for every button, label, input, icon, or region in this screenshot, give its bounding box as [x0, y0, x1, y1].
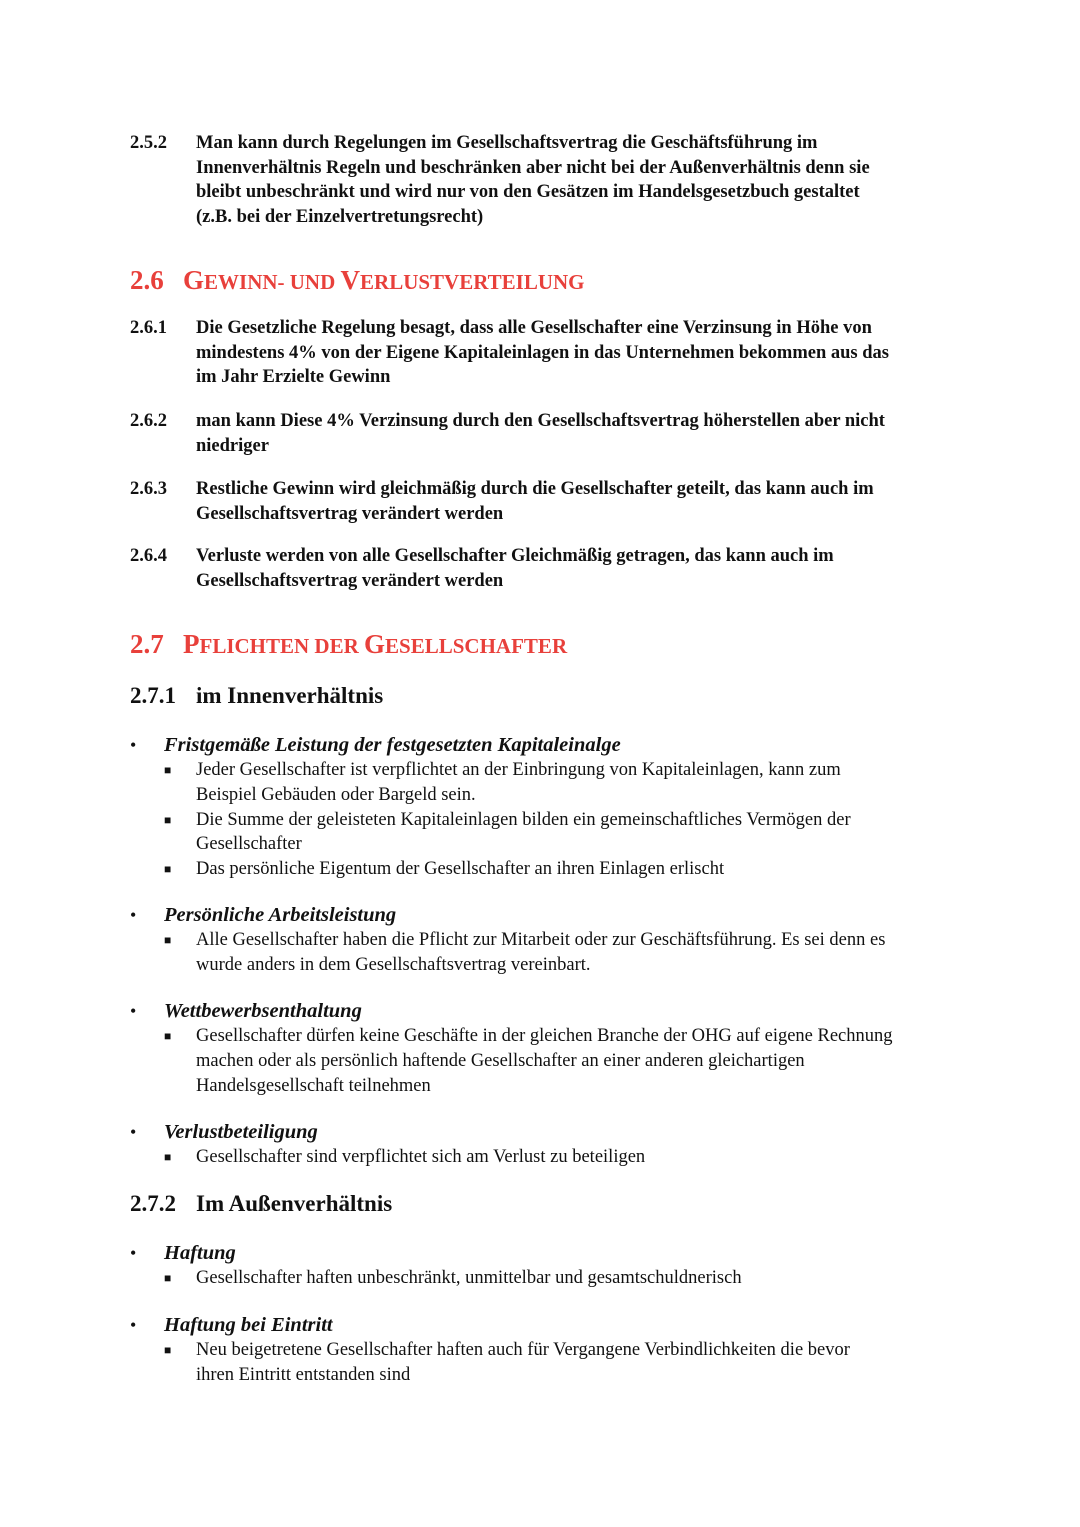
bullet-haftung-bei-eintritt	[130, 1313, 960, 1388]
square-bullet-icon: ■	[164, 933, 172, 947]
square-bullet-icon: ■	[164, 862, 172, 877]
bullet-verlustbeteiligung	[130, 1120, 960, 1170]
bullet-title: Verlustbeteiligung	[164, 1121, 318, 1143]
sub-item	[164, 1024, 960, 1098]
heading-number: 2.7.1	[130, 683, 176, 708]
sub-item	[164, 857, 960, 882]
section-text	[196, 409, 960, 458]
bullet-icon: •	[130, 1315, 137, 1335]
bullet-wettbewerbsenthaltung	[130, 999, 960, 1098]
square-bullet-icon: ■	[164, 1343, 172, 1357]
text-line: Beispiel Gebäuden oder Bargeld sein.	[196, 784, 476, 805]
sub-item	[164, 1266, 960, 1291]
text-line: Gesellschafter	[196, 834, 302, 855]
sub-item	[164, 1338, 960, 1388]
bullet-title: Persönliche Arbeitsleistung	[164, 904, 397, 926]
heading-2-7-1	[130, 681, 383, 711]
bullet-haftung	[130, 1241, 960, 1291]
text-line: Verluste werden von alle Gesellschafter Gleichmäßig getragen, das kann auch im	[196, 546, 834, 566]
section-text	[196, 131, 960, 229]
heading-number: 2.6	[130, 265, 164, 295]
text-line: (z.B. bei der Einzelvertretungsrecht)	[196, 206, 484, 227]
heading-number: 2.7.2	[130, 1191, 176, 1216]
text-line: Das persönliche Eigentum der Gesellschafter an ihren Einlagen erlischt	[196, 859, 725, 880]
sub-item	[164, 758, 960, 808]
text-line: Gesellschaftsvertrag verändert werden	[196, 570, 504, 591]
text-line: Gesellschafter haften unbeschränkt, unmittelbar und gesamtschuldnerisch	[196, 1268, 742, 1288]
heading-2-7	[130, 627, 567, 663]
text-line: wurde anders in dem Gesellschaftsvertrag vereinbart.	[196, 954, 591, 975]
bullet-icon: •	[130, 735, 137, 755]
text-line: bleibt unbeschränkt und wird nur von den Gesätzen im Handelsgesetzbuch gestaltet	[196, 182, 860, 202]
section-text	[196, 316, 960, 390]
section-text	[196, 477, 960, 526]
bullet-kapitaleinlage	[130, 733, 960, 882]
heading-cap: G	[364, 629, 386, 659]
sub-item	[164, 1145, 960, 1170]
text-line: Man kann durch Regelungen im Gesellschaftsvertrag die Geschäftsführung im	[196, 133, 818, 153]
heading-2-6	[130, 263, 585, 299]
text-line: man kann Diese 4% Verzinsung durch den Gesellschaftsvertrag höherstellen aber nicht	[196, 411, 885, 431]
square-bullet-icon: ■	[164, 1029, 172, 1043]
bullet-title: Haftung	[164, 1242, 236, 1264]
heading-smallcaps: ESELLSCHAFTER	[385, 634, 568, 658]
bullet-title: Haftung bei Eintritt	[164, 1314, 333, 1336]
square-bullet-icon: ■	[164, 1150, 172, 1164]
heading-smallcaps: ERLUSTVERTEILUNG	[360, 270, 585, 294]
section-2-6-4	[130, 544, 960, 593]
heading-cap: P	[183, 629, 200, 659]
text-line: Jeder Gesellschafter ist verpflichtet an der Einbringung von Kapitaleinlagen, kann zum	[196, 760, 841, 780]
text-line: ihren Eintritt entstanden sind	[196, 1364, 411, 1385]
heading-2-7-2	[130, 1189, 392, 1219]
section-2-6-1	[130, 316, 960, 390]
square-bullet-icon: ■	[164, 763, 172, 777]
section-number: 2.6.4	[130, 546, 167, 566]
text-line: Restliche Gewinn wird gleichmäßig durch die Gesellschafter geteilt, das kann auch im	[196, 479, 874, 499]
bullet-icon: •	[130, 905, 137, 925]
text-line: Neu beigetretene Gesellschafter haften auch für Vergangene Verbindlichkeiten die bevor	[196, 1340, 850, 1360]
text-line: niedriger	[196, 435, 269, 456]
section-number: 2.6.2	[130, 411, 167, 431]
sub-item	[164, 928, 960, 978]
text-line: Die Summe der geleisteten Kapitaleinlagen bilden ein gemeinschaftliches Vermögen der	[196, 809, 851, 830]
heading-title: im Innenverhältnis	[196, 683, 384, 708]
bullet-title: Fristgemäße Leistung der festgesetzten Kapitaleinalge	[164, 734, 621, 756]
bullet-icon: •	[130, 1001, 137, 1021]
heading-cap: G	[183, 265, 205, 295]
text-line: mindestens 4% von der Eigene Kapitaleinlagen in das Unternehmen bekommen aus das	[196, 342, 889, 363]
heading-smallcaps: EWINN- UND	[204, 270, 341, 294]
bullet-icon: •	[130, 1122, 137, 1142]
text-line: Gesellschaftsvertrag verändert werden	[196, 503, 504, 524]
section-2-6-3	[130, 477, 960, 526]
text-line: Gesellschafter dürfen keine Geschäfte in der gleichen Branche der OHG auf eigene Rechnung	[196, 1026, 893, 1046]
bullet-title: Wettbewerbsenthaltung	[164, 1000, 362, 1022]
section-number: 2.5.2	[130, 133, 167, 153]
text-line: im Jahr Erzielte Gewinn	[196, 367, 391, 387]
sub-item	[164, 808, 960, 858]
section-2-5-2	[130, 131, 960, 229]
heading-smallcaps: FLICHTEN DER	[199, 634, 365, 658]
text-line: Alle Gesellschafter haben die Pflicht zur Mitarbeit oder zur Geschäftsführung. Es sei denn es	[196, 930, 886, 950]
section-number: 2.6.3	[130, 479, 167, 499]
heading-number: 2.7	[130, 629, 164, 659]
text-line: Handelsgesellschaft teilnehmen	[196, 1075, 431, 1096]
section-2-6-2	[130, 409, 960, 458]
bullet-arbeitsleistung	[130, 903, 960, 978]
heading-cap: V	[340, 265, 361, 295]
section-text	[196, 544, 960, 593]
bullet-icon: •	[130, 1243, 137, 1263]
square-bullet-icon: ■	[164, 1271, 172, 1285]
text-line: Gesellschafter sind verpflichtet sich am Verlust zu beteiligen	[196, 1147, 646, 1167]
section-number: 2.6.1	[130, 318, 167, 338]
text-line: machen oder als persönlich haftende Gesellschafter an einer anderen gleichartigen	[196, 1050, 805, 1071]
square-bullet-icon: ■	[164, 812, 172, 827]
heading-title: Im Außenverhältnis	[196, 1191, 393, 1216]
text-line: Innenverhältnis Regeln und beschränken aber nicht bei der Außenverhältnis denn sie	[196, 157, 870, 178]
text-line: Die Gesetzliche Regelung besagt, dass alle Gesellschafter eine Verzinsung in Höhe von	[196, 318, 872, 338]
